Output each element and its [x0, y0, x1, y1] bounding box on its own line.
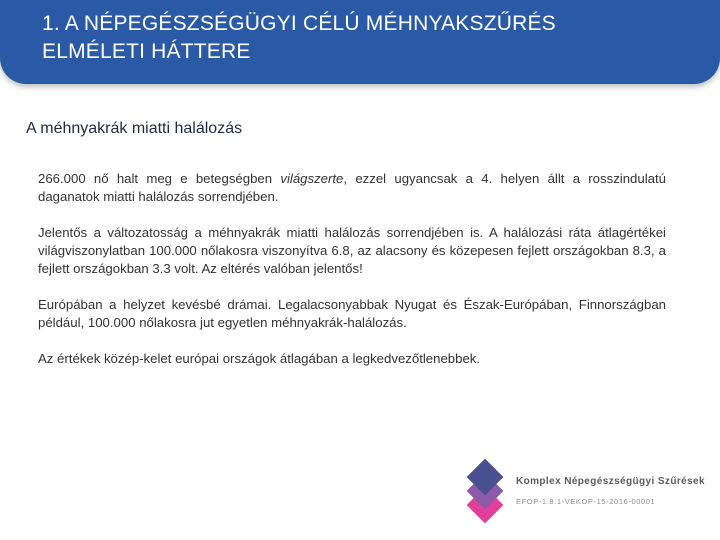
logo-code: EFOP-1.8.1-VEKOP-15-2016-00001: [516, 497, 656, 506]
paragraph-1-before: 266.000 nő halt meg e betegségben: [38, 171, 281, 186]
paragraph-2: Jelentős a változatosság a méhnyakrák miatti halálozás sorrendjében is. A halálozási ráta átlagértékei világviszonylatban 100.000 nőlakosra viszonyítva 6.8, az alacsony és közepesen fejlett országokban 8.3, a fejlett országokban 3.3 volt. Az eltérés valóban jelentős!: [38, 225, 666, 276]
paragraph-1-after: , ezzel ugyancsak a 4. helyen állt a rosszindulatú daganatok miatti halálozás sorrendjében.: [38, 171, 666, 204]
paragraph-3: Európában a helyzet kevésbé drámai. Legalacsonyabbak Nyugat és Észak-Európában, Finnországban például, 100.000 nőlakosra jut egyetlen méhnyakrák-halálozás.: [38, 297, 666, 330]
logo-name: Komplex Népegészségügyi Szűrések: [516, 476, 705, 487]
body-text: [38, 170, 666, 386]
layered-diamond-icon: [458, 452, 514, 532]
title-banner: [0, 0, 720, 84]
slide-title: 1. A NÉPEGÉSZSÉGÜGYI CÉLÚ MÉHNYAKSZŰRÉS ELMÉLETI HÁTTERE: [42, 12, 556, 63]
paragraph-1: [38, 170, 666, 206]
program-logo: [458, 452, 720, 532]
paragraph-4: Az értékek közép-kelet európai országok átlagában a legkedvezőtlenebbek.: [38, 351, 481, 366]
section-subtitle: A méhnyakrák miatti halálozás: [26, 120, 243, 137]
paragraph-1-emphasis: világszerte: [280, 171, 344, 186]
